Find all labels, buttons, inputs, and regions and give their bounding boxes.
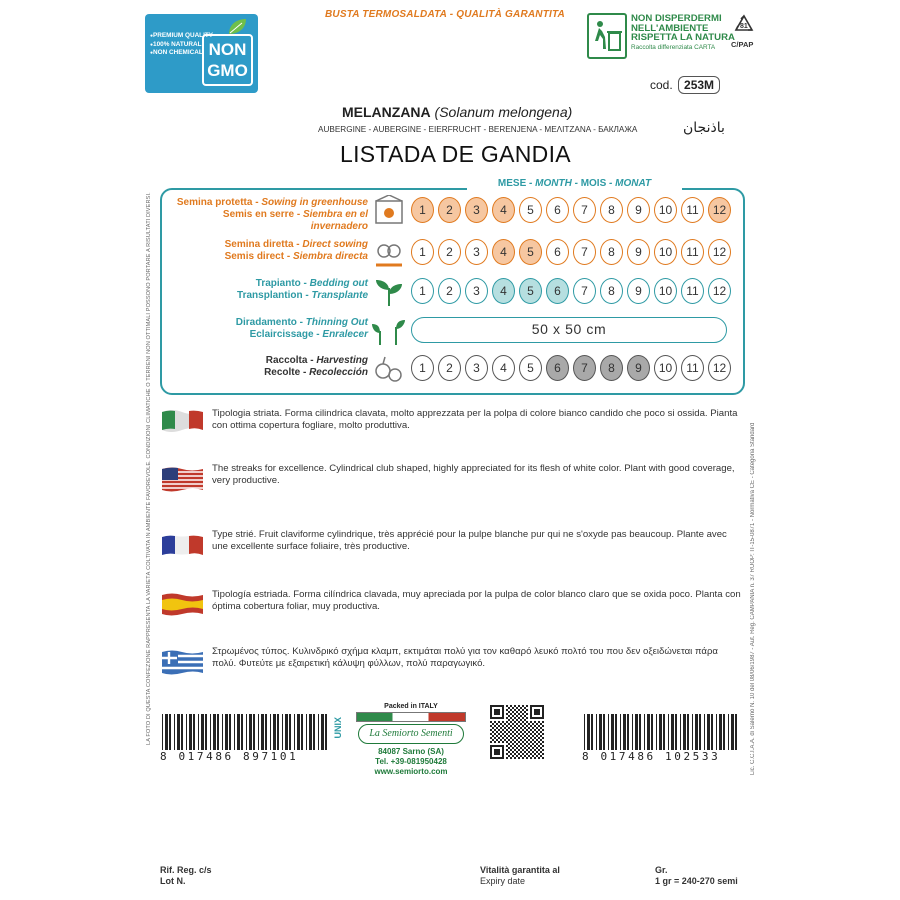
month-cell: 3 [465, 239, 488, 265]
label-fr: Semis en serre [222, 209, 295, 220]
month-cell: 11 [681, 355, 704, 381]
side-disclaimer: LA FOTO DI QUESTA CONFEZIONE RAPPRESENTA LA VARIETÀ COLTIVATA IN AMBIENTE FAVOREVOLE. CONDIZIONI CLIMATICHE O TERRENI NON OTTIMALI POSSONO PORTARE A RISULTATI DIVERSI. [146, 192, 152, 745]
header-fr: MOIS [580, 178, 607, 189]
qr-code-icon [490, 705, 544, 759]
month-cell: 12 [708, 355, 731, 381]
label-es: Recolección [309, 367, 368, 378]
greenhouse-icon [372, 195, 406, 227]
description-en: The streaks for excellence. Cylindrical club shaped, highly appreciated for its flesh of white color. Plant with good coverage, very productive. [212, 463, 735, 487]
spacing-value: 50 x 50 cm [411, 317, 727, 343]
month-cell: 3 [465, 278, 488, 304]
lot-label: Lot N. [160, 876, 186, 886]
month-cell: 5 [519, 278, 542, 304]
footer-ref [160, 865, 212, 887]
recycle-line: NELL'AMBIENTE [631, 22, 709, 34]
month-cell: 8 [600, 197, 623, 223]
calendar-header: MESE - MONTH - MOIS - MONAT [467, 178, 682, 192]
label-it: Trapianto [255, 278, 301, 289]
month-cell: 10 [654, 197, 677, 223]
month-cell: 11 [681, 278, 704, 304]
italy-ribbon-icon [356, 712, 466, 722]
label-separator: - [294, 209, 303, 220]
label-separator: - [252, 197, 262, 208]
month-cell: 9 [627, 239, 650, 265]
month-list [411, 278, 731, 308]
calendar-row [160, 275, 745, 312]
month-cell: 1 [411, 278, 434, 304]
non-gmo-line1: NON [208, 40, 247, 59]
month-cell: 1 [411, 197, 434, 223]
label-it: Diradamento [235, 317, 297, 328]
badge-item: ● NON CHEMICAL [150, 49, 213, 58]
side-license: Lic. C.C.I.A.A. di Salerno N. 10 del 08/06/1987 - Aut. Reg. CAMPANIA n. 37 RUOP: IT-15-0871 - Normativa CE - Categoria Standard [750, 422, 756, 775]
product-title [342, 104, 572, 120]
month-cell: 3 [465, 355, 488, 381]
calendar-row-label-line1 [168, 278, 368, 290]
label-es: Siembra en el invernadero [302, 209, 368, 232]
seedling-icon [372, 276, 406, 308]
label-fr: Transplantion [237, 290, 303, 301]
packer-block [356, 703, 466, 777]
month-cell: 7 [573, 278, 596, 304]
month-cell: 2 [438, 239, 461, 265]
month-cell: 2 [438, 197, 461, 223]
month-cell: 8 [600, 239, 623, 265]
label-en: Bedding out [309, 278, 368, 289]
month-list [411, 197, 731, 227]
product-code [650, 76, 720, 94]
month-cell: 7 [573, 197, 596, 223]
label-fr: Recolte [264, 367, 301, 378]
label-en: Sowing in greenhouse [261, 197, 368, 208]
label-en: Direct sowing [302, 239, 368, 250]
non-gmo-label [202, 34, 253, 86]
month-cell: 6 [546, 239, 569, 265]
recycle-number: 81 [740, 23, 748, 30]
calendar-row-label-line2 [168, 251, 368, 263]
cod-label: cod. [650, 78, 673, 92]
gr-value: 1 gr = 240-270 semi [655, 876, 738, 886]
france-flag-icon [160, 531, 205, 559]
month-cell: 10 [654, 278, 677, 304]
footer-expiry [480, 865, 560, 887]
label-it: Semina protetta [176, 197, 253, 208]
greece-flag-icon [160, 648, 205, 676]
label-separator: - [284, 251, 293, 262]
month-cell: 8 [600, 278, 623, 304]
month-cell: 1 [411, 355, 434, 381]
month-list [411, 239, 731, 269]
month-cell: 9 [627, 197, 650, 223]
calendar-row-label-line1 [168, 317, 368, 329]
harvest-icon [372, 353, 406, 385]
month-cell: 1 [411, 239, 434, 265]
month-cell: 3 [465, 197, 488, 223]
website-line: www.semiorto.com [374, 767, 448, 776]
quality-badge [145, 14, 258, 93]
calendar-row-label [168, 278, 368, 302]
recycle-line: Raccolta differenziata CARTA [631, 43, 716, 51]
spain-flag-icon [160, 590, 205, 618]
expiry-label: Expiry date [480, 876, 526, 886]
calendar-row-label-line2 [168, 290, 368, 302]
label-separator: - [293, 239, 303, 250]
phone-line: Tel. +39-081950428 [375, 757, 447, 766]
calendar-row-label-line2 [168, 367, 368, 379]
label-en: Thinning Out [305, 317, 368, 328]
month-cell: 6 [546, 197, 569, 223]
italy-flag-icon [160, 406, 205, 434]
scientific-name: (Solanum melongena) [434, 104, 573, 120]
product-name: MELANZANA [342, 104, 431, 120]
month-cell: 11 [681, 197, 704, 223]
month-cell: 7 [573, 355, 596, 381]
month-cell: 10 [654, 239, 677, 265]
label-separator: - [300, 367, 310, 378]
description-fr: Type strié. Fruit claviforme cylindrique, très apprécié pour la pulpe blanche pur qui ne s'oxyde pas beaucoup. Plante avec une excellente surface foliaire, très productive. [212, 529, 727, 553]
arabic-name: باذنجان [683, 120, 725, 136]
thinning-icon [372, 315, 406, 347]
month-list [411, 355, 731, 385]
product-translations: AUBERGINE - AUBERGINE - EIERFRUCHT - BERENJENA - ΜΕΛΙΤΖΑΝΑ - БАКЛАЖА [318, 125, 638, 134]
month-cell: 5 [519, 197, 542, 223]
calendar-row-label-line1 [168, 239, 368, 251]
month-cell: 7 [573, 239, 596, 265]
recycle-line: NON DISPERDERMI [631, 13, 722, 24]
calendar-row-label-line2 [168, 209, 368, 233]
recycle-notice [631, 14, 735, 52]
barcode-right-number: 8 017486 102533 [582, 750, 721, 763]
top-banner: BUSTA TERMOSALDATA - QUALITÀ GARANTITA [325, 9, 565, 20]
label-es: Transplante [311, 290, 368, 301]
calendar-row-label-line1 [168, 197, 368, 209]
description-it: Tipologia striata. Forma cilindrica clavata, molto apprezzata per la polpa di colore bianco candido che poco si ossida. Pianta con ottima copertura fogliare, molto produttiva. [212, 408, 738, 432]
footer-weight [655, 865, 738, 887]
usa-flag-icon [160, 465, 205, 493]
calendar-row-label [168, 317, 368, 341]
month-cell: 4 [492, 197, 515, 223]
calendar-row-label-line2 [168, 329, 368, 341]
unix-label: UNIX [333, 717, 343, 739]
label-es: Siembra directa [292, 251, 368, 262]
month-cell: 5 [519, 239, 542, 265]
label-it: Semina diretta [224, 239, 294, 250]
seeds-icon [372, 237, 406, 269]
variety-name: LISTADA DE GANDIA [340, 141, 571, 167]
month-cell: 2 [438, 355, 461, 381]
barcode-left-icon [160, 714, 332, 754]
label-separator: - [307, 355, 317, 366]
description-es: Tipología estriada. Forma cilíndrica clavada, muy apreciada por la pulpa de color blanco claro que se oxida poco. Planta con óptima cobertura foliar, muy productiva. [212, 589, 741, 613]
calendar-row-label [168, 197, 368, 233]
month-cell: 12 [708, 239, 731, 265]
month-cell: 4 [492, 355, 515, 381]
header-en: MONTH [535, 178, 572, 189]
month-cell: 8 [600, 355, 623, 381]
month-cell: 6 [546, 355, 569, 381]
barcode-left-number: 8 017486 897101 [160, 750, 299, 763]
address-line: 84087 Sarno (SA) [378, 747, 444, 756]
calendar-row [160, 352, 745, 389]
header-it: MESE [497, 178, 527, 189]
cod-value: 253M [678, 76, 720, 94]
label-fr: Eclaircissage [249, 329, 314, 340]
label-separator: - [313, 329, 323, 340]
packed-label: Packed in ITALY [384, 703, 438, 710]
label-en: Harvesting [316, 355, 368, 366]
calendar-row [160, 314, 745, 351]
month-cell: 12 [708, 278, 731, 304]
barcode-right-icon [582, 714, 744, 754]
calendar-row-label [168, 355, 368, 379]
rif-label: Rif. Reg. c/s [160, 865, 212, 875]
label-separator: - [296, 317, 306, 328]
month-cell: 9 [627, 355, 650, 381]
badge-item: ● 100% NATURAL [150, 41, 213, 50]
month-cell: 4 [492, 278, 515, 304]
recycle-code: C/PAP [731, 40, 754, 49]
description-gr: Στρωμένος τύπος. Κυλινδρικό σχήμα κλαμπ, εκτιμάται πολύ για τον καθαρό λευκό πολτό του που δεν οξειδώνεται πάρα πολύ. Φυτεύτε με εξαιρετική κάλυψη φύλλων, πολύ παραγωγικό. [212, 646, 718, 670]
non-gmo-line2: GMO [207, 61, 248, 80]
month-cell: 12 [708, 197, 731, 223]
badge-item: ● PREMIUM QUALITY [150, 32, 213, 41]
calendar-row-label [168, 239, 368, 263]
label-separator: - [302, 290, 312, 301]
label-es: Enralecer [322, 329, 368, 340]
month-cell: 9 [627, 278, 650, 304]
recycle-line: RISPETTA LA NATURA [631, 32, 735, 44]
vitalita-label: Vitalità garantita al [480, 865, 560, 875]
month-cell: 2 [438, 278, 461, 304]
label-fr: Semis direct [224, 251, 285, 262]
month-cell: 5 [519, 355, 542, 381]
header-de: MONAT [615, 178, 652, 189]
month-cell: 6 [546, 278, 569, 304]
trash-bin-icon [587, 13, 627, 59]
label-separator: - [300, 278, 310, 289]
month-cell: 4 [492, 239, 515, 265]
gr-label: Gr. [655, 865, 668, 875]
calendar-row [160, 236, 745, 273]
calendar-row [160, 194, 745, 231]
brand-logo: La Semiorto Sementi [358, 724, 464, 744]
month-cell: 10 [654, 355, 677, 381]
month-cell: 11 [681, 239, 704, 265]
label-it: Raccolta [265, 355, 308, 366]
calendar-row-label-line1 [168, 355, 368, 367]
